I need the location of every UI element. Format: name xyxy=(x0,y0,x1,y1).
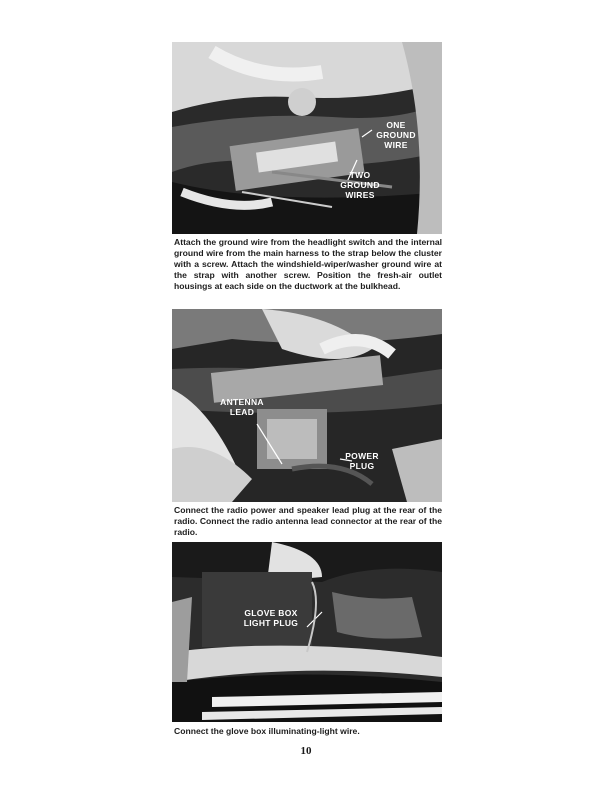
photo-radio-connections xyxy=(172,309,442,502)
callout-glove-box-light-plug: GLOVE BOX LIGHT PLUG xyxy=(243,608,299,628)
callout-antenna-lead: ANTENNA LEAD xyxy=(220,397,264,417)
photo-glove-box-light xyxy=(172,542,442,722)
caption-glove-box-light: Connect the glove box illuminating-light wire. xyxy=(174,726,360,736)
photo-glove-box-light-image xyxy=(172,542,442,722)
callout-one-ground-wire: ONE GROUND WIRE xyxy=(376,120,416,150)
caption-ground-wires: Attach the ground wire from the headlight switch and the internal ground wire from the main harness to the strap below the cluster with a screw. Attach the windshield-wiper/washer ground wire at the strap with another screw. Position the fresh-air outlet housings at each side on the ductwork at the bulkhead. xyxy=(174,237,442,291)
photo-ground-wires xyxy=(172,42,442,234)
callout-power-plug: POWER PLUG xyxy=(345,451,379,471)
callout-two-ground-wires: TWO GROUND WIRES xyxy=(340,170,380,200)
caption-radio-connections: Connect the radio power and speaker lead plug at the rear of the radio. Connect the radio antenna lead connector at the rear of the radio. xyxy=(174,505,442,537)
photo-radio-connections-image xyxy=(172,309,442,502)
page-number: 10 xyxy=(300,745,312,757)
